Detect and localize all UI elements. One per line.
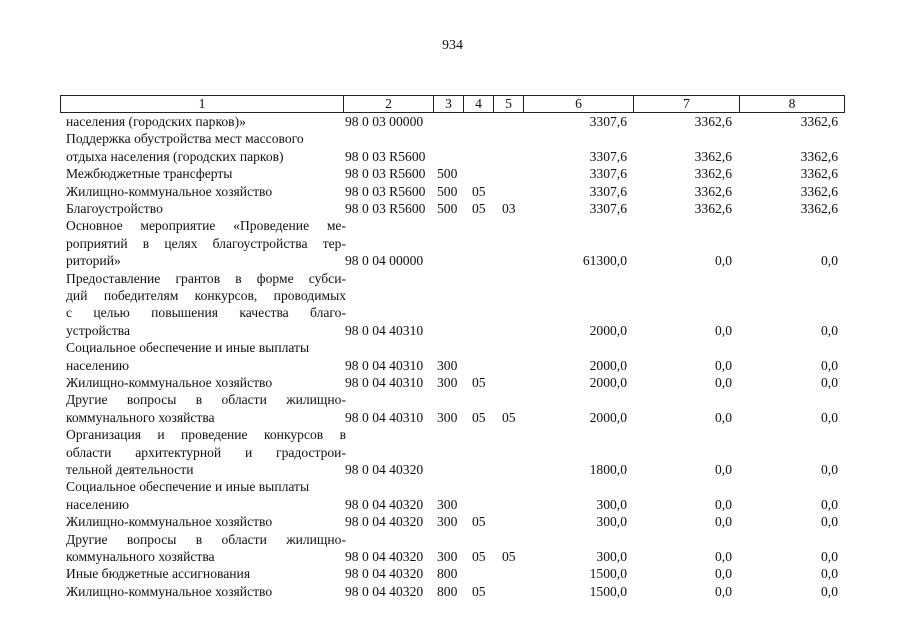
- row-value-col8: 0,0: [821, 253, 838, 269]
- row-value-col6: 61300,0: [582, 253, 627, 269]
- row-name: Другие вопросы в области жилищно-: [66, 392, 346, 408]
- page-number: 934: [442, 38, 463, 53]
- row-name: Поддержка обустройства мест массового: [66, 131, 304, 147]
- row-code: 98 0 04 40320: [345, 583, 424, 599]
- row-code: 98 0 04 40310: [345, 322, 424, 338]
- row-value-col6: 2000,0: [589, 409, 627, 425]
- row-code: 98 0 03 00000: [345, 114, 424, 129]
- row-value-col8: 3362,6: [800, 201, 838, 216]
- row-value-col7: 0,0: [715, 549, 732, 564]
- row-name: роприятий в целях благоустройства тер-: [66, 235, 346, 251]
- row-code: 98 0 04 40310: [345, 409, 424, 425]
- row-name: дий победителям конкурсов, проводимых: [66, 288, 346, 303]
- row-expense-type: 800: [437, 583, 458, 599]
- row-value-col8: 0,0: [821, 322, 838, 338]
- row-code: 98 0 04 40320: [345, 549, 424, 564]
- row-name: риторий»: [66, 253, 121, 269]
- table-row: [0, 461, 905, 478]
- row-name: Организация и проведение конкурсов в: [66, 427, 346, 443]
- row-section: 05: [472, 409, 486, 425]
- row-expense-type: 300: [437, 496, 458, 512]
- row-value-col8: 0,0: [821, 462, 838, 477]
- row-section: 05: [472, 201, 486, 216]
- header-col-3: 3: [434, 96, 464, 112]
- table-row: [0, 200, 905, 217]
- row-section: 05: [472, 549, 486, 564]
- row-value-col7: 0,0: [715, 583, 732, 599]
- row-name: Предоставление грантов в форме субси-: [66, 270, 346, 286]
- row-section: 05: [472, 183, 486, 199]
- row-name: отдыха населения (городских парков): [66, 148, 284, 164]
- row-name: Основное мероприятие «Проведение ме-: [66, 218, 346, 234]
- table-row: [0, 444, 905, 461]
- row-value-col6: 1500,0: [589, 583, 627, 599]
- row-name: Жилищно-коммунальное хозяйство: [66, 514, 273, 530]
- row-value-col8: 0,0: [821, 496, 838, 512]
- row-section: 05: [472, 514, 486, 530]
- row-name: коммунального хозяйства: [66, 549, 215, 564]
- row-name: населению: [66, 496, 130, 512]
- row-name: Социальное обеспечение и иные выплаты: [66, 340, 310, 356]
- row-expense-type: 300: [437, 357, 458, 373]
- row-value-col8: 0,0: [821, 375, 838, 390]
- row-value-col8: 0,0: [821, 549, 838, 564]
- row-value-col6: 3307,6: [589, 148, 627, 164]
- row-value-col6: 300,0: [596, 496, 627, 512]
- row-value-col8: 0,0: [821, 566, 838, 582]
- table-row: [0, 548, 905, 565]
- row-value-col8: 0,0: [821, 583, 838, 599]
- row-name: Жилищно-коммунальное хозяйство: [66, 375, 273, 390]
- row-name: населения (городских парков)»: [66, 114, 246, 129]
- row-value-col7: 0,0: [715, 514, 732, 530]
- table-row: [0, 270, 905, 287]
- row-expense-type: 300: [437, 375, 458, 390]
- row-value-col7: 0,0: [715, 409, 732, 425]
- row-value-col8: 3362,6: [800, 114, 838, 129]
- row-subsection: 05: [502, 409, 516, 425]
- row-code: 98 0 04 40310: [345, 375, 424, 390]
- table-row: [0, 496, 905, 513]
- row-value-col6: 300,0: [596, 514, 627, 530]
- row-expense-type: 500: [437, 183, 458, 199]
- row-value-col7: 0,0: [715, 253, 732, 269]
- row-value-col8: 3362,6: [800, 166, 838, 182]
- row-code: 98 0 04 40320: [345, 496, 424, 512]
- table-row: [0, 409, 905, 426]
- table-row: [0, 565, 905, 582]
- table-row: [0, 391, 905, 408]
- row-code: 98 0 03 R5600: [345, 201, 426, 216]
- row-value-col7: 0,0: [715, 322, 732, 338]
- row-code: 98 0 03 R5600: [345, 166, 426, 182]
- row-name: населению: [66, 357, 130, 373]
- header-col-2: 2: [344, 96, 434, 112]
- row-name: с целью повышения качества благо-: [66, 305, 346, 321]
- row-value-col6: 300,0: [596, 549, 627, 564]
- row-value-col6: 2000,0: [589, 357, 627, 373]
- row-name: Межбюджетные трансферты: [66, 166, 233, 182]
- row-name: Иные бюджетные ассигнования: [66, 566, 251, 582]
- table-row: [0, 252, 905, 269]
- table-row: [0, 478, 905, 495]
- header-col-8: 8: [788, 96, 796, 111]
- header-col-7: 7: [634, 96, 740, 112]
- row-subsection: 05: [502, 549, 516, 564]
- row-name: Жилищно-коммунальное хозяйство: [66, 583, 273, 599]
- row-value-col7: 3362,6: [694, 201, 732, 216]
- row-name: области архитектурной и градострои-: [66, 444, 346, 460]
- row-value-col7: 0,0: [715, 357, 732, 373]
- row-name: Жилищно-коммунальное хозяйство: [66, 183, 273, 199]
- row-value-col6: 1800,0: [589, 462, 627, 477]
- table-row: [0, 304, 905, 321]
- row-value-col7: 3362,6: [694, 166, 732, 182]
- row-expense-type: 300: [437, 514, 458, 530]
- table-row: [0, 130, 905, 147]
- row-expense-type: 300: [437, 549, 458, 564]
- row-name: устройства: [66, 322, 131, 338]
- row-name: Социальное обеспечение и иные выплаты: [66, 479, 310, 495]
- table-row: [0, 217, 905, 234]
- row-value-col8: 0,0: [821, 514, 838, 530]
- row-code: 98 0 04 40310: [345, 357, 424, 373]
- table-row: [0, 322, 905, 339]
- row-value-col8: 0,0: [821, 409, 838, 425]
- row-value-col7: 0,0: [715, 496, 732, 512]
- row-code: 98 0 03 R5600: [345, 183, 426, 199]
- row-value-col6: 3307,6: [589, 183, 627, 199]
- row-code: 98 0 04 40320: [345, 514, 424, 530]
- table-row: [0, 235, 905, 252]
- row-value-col7: 0,0: [715, 462, 732, 477]
- header-col-5: 5: [494, 96, 524, 112]
- row-expense-type: 500: [437, 166, 458, 182]
- table-row: [0, 513, 905, 530]
- row-code: 98 0 03 R5600: [345, 148, 426, 164]
- table-row: [0, 339, 905, 356]
- row-code: 98 0 04 40320: [345, 566, 424, 582]
- row-value-col7: 0,0: [715, 566, 732, 582]
- row-value-col8: 3362,6: [800, 183, 838, 199]
- row-section: 05: [472, 583, 486, 599]
- table-row: [0, 113, 905, 130]
- row-value-col8: 0,0: [821, 357, 838, 373]
- row-name: тельной деятельности: [66, 462, 194, 477]
- header-col-4: 4: [464, 96, 494, 112]
- header-col-1: 1: [61, 96, 344, 112]
- row-expense-type: 800: [437, 566, 458, 582]
- row-value-col7: 0,0: [715, 375, 732, 390]
- row-value-col6: 2000,0: [589, 375, 627, 390]
- row-name: Благоустройство: [66, 201, 163, 216]
- row-value-col6: 3307,6: [589, 114, 627, 129]
- row-subsection: 03: [502, 201, 516, 216]
- table-row: [0, 374, 905, 391]
- row-value-col6: 1500,0: [589, 566, 627, 582]
- table-row: [0, 287, 905, 304]
- row-value-col6: 3307,6: [589, 201, 627, 216]
- header-col-6: 6: [524, 96, 634, 112]
- table-row: [0, 165, 905, 182]
- row-value-col6: 3307,6: [589, 166, 627, 182]
- row-name: Другие вопросы в области жилищно-: [66, 531, 346, 547]
- table-row: [0, 583, 905, 600]
- table-row: [0, 357, 905, 374]
- row-value-col8: 3362,6: [800, 148, 838, 164]
- table-row: [0, 426, 905, 443]
- table-row: [0, 183, 905, 200]
- row-name: коммунального хозяйства: [66, 409, 215, 425]
- row-value-col7: 3362,6: [694, 183, 732, 199]
- table-header: [60, 95, 845, 113]
- table-row: [0, 148, 905, 165]
- row-code: 98 0 04 00000: [345, 253, 424, 269]
- row-value-col7: 3362,6: [694, 114, 732, 129]
- row-section: 05: [472, 375, 486, 390]
- row-expense-type: 300: [437, 409, 458, 425]
- row-code: 98 0 04 40320: [345, 462, 424, 477]
- row-value-col6: 2000,0: [589, 322, 627, 338]
- row-value-col7: 3362,6: [694, 148, 732, 164]
- table-row: [0, 531, 905, 548]
- row-expense-type: 500: [437, 201, 458, 216]
